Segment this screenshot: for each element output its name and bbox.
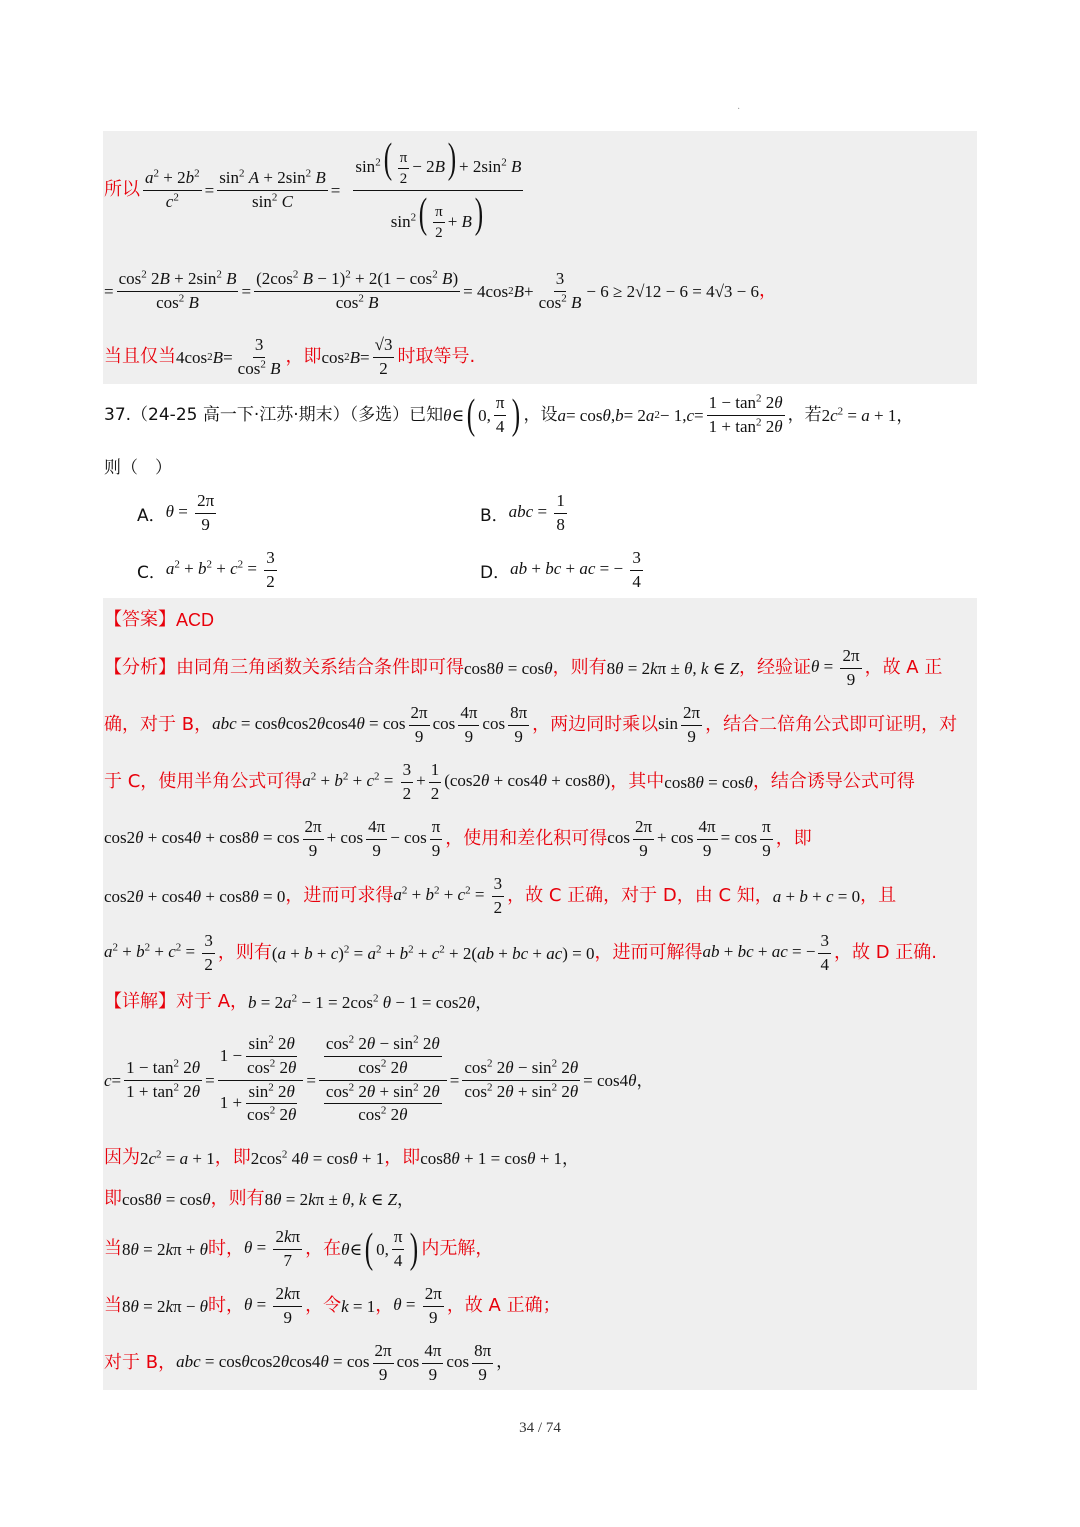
equality-note-suffix: 时取等号. xyxy=(397,346,476,367)
choice-a[interactable]: A． θ = $\frac{2\pi}{9}$ xyxy=(137,490,215,534)
analysis-text-1b: ，则有 xyxy=(552,657,607,678)
question-if-text: ，若 xyxy=(787,404,822,425)
detail-text-1a: 对于 A， xyxy=(176,991,249,1012)
analysis-text-3b: ，其中 xyxy=(610,771,665,792)
page-number: 34 / 74 xyxy=(519,1420,561,1436)
detail-shi-1: 时， xyxy=(208,1238,245,1259)
question-set-text: ，设 xyxy=(523,404,558,425)
formula-ratio: $\frac{a^2 + 2b^2}{c^2}$ = $\frac{\sin^2 A + 2\sin^2 B}{\sin^2 C}$ = $\sin^2$( $\frac{\pi}{2}$ − $2B) + 2\sin^2$ B $\sin^2$( $\frac{\pi}{2}$ + B) xyxy=(145,136,522,242)
equality-note-prefix: 当且仅当 xyxy=(104,346,176,367)
detail-ji-1: ，即 xyxy=(214,1147,251,1168)
analysis-text-6b: ，进而可解得 xyxy=(594,942,703,963)
header-mark: · xyxy=(737,104,741,115)
analysis-line-4: cos2θ + cos4θ + cos8θ = cos $\frac{2\pi}{9}$ + cos $\frac{4\pi}{9}$ − cos $\frac{\pi}{9}$ ，使用和差化积可得 cos $\frac{2\pi}{9}$ + cos $\frac{4\pi}{9}$ = cos $\frac{\pi}{9}$ ，即 xyxy=(104,816,812,860)
choice-d[interactable]: D． ab + bc + ac = − $\frac{3}{4}$ xyxy=(480,547,641,591)
question-then: 则（ ） xyxy=(104,458,172,478)
equality-note-mid: ，即 xyxy=(285,346,322,367)
choice-d-letter: D． xyxy=(480,562,511,583)
detail-dang-2: 当 xyxy=(104,1295,122,1316)
question-number: 37. xyxy=(104,404,132,425)
solution-line-2 xyxy=(104,262,777,320)
analysis-text-5c: ，且 xyxy=(860,885,897,906)
analysis-text-4a: ，使用和差化积可得 xyxy=(445,828,608,849)
detail-line-2: c = $\frac{1 - \tan^2 2\theta}{1 + \tan^2 2\theta}$ = 1 − $\frac{\sin^2 2\theta}{\cos^2 2\theta}$ 1 + $\frac{\sin^2 2\theta}{\cos^2 2\theta}$ = $\frac{\frac{\cos^2 2\theta - \sin^2 2\theta}{\cos^2 2\theta}}{\frac{\cos^2 2\theta + \sin^2 2\theta}{\cos^2 2\theta}}$ = $\frac{\cos^2 2\theta - \sin^2 2\theta}{\cos^2 2\theta + \sin^2 2\theta}$ = cos4 θ ， xyxy=(104,1033,654,1125)
analysis-text-6a: ，则有 xyxy=(217,942,272,963)
question-source: （24-25 高一下·江苏·期末）（多选）已知 xyxy=(131,404,444,425)
detail-duiB: 对于 B， xyxy=(104,1352,177,1373)
equality-formula-2: cos 2 B = $\frac{√3}{2}$ xyxy=(321,334,393,378)
analysis-text-1c: ，经验证 xyxy=(739,657,812,678)
solution-line-3 xyxy=(104,334,475,380)
comma: ， xyxy=(759,280,777,301)
analysis-text-5a: ，进而可求得 xyxy=(285,885,394,906)
choice-c-letter: C． xyxy=(137,562,166,583)
analysis-line-5: cos2θ + cos4θ + cos8θ = 0 ，进而可求得 $a^2 + b^2 + c^2$ = $\frac{3}{2}$ ，故 C 正确，对于 D，由 C 知， a + b + c = 0 ，且 xyxy=(104,873,897,917)
solution-line-1 xyxy=(104,136,536,242)
answer-value: ACD xyxy=(176,610,215,630)
analysis-text-2b: ，两边同时乘以 xyxy=(532,714,659,735)
analysis-line-3: 于 C，使用半角公式可得 $a^2 + b^2 + c^2$ = $\frac{3}{2}$ + $\frac{1}{2}$ (cos2θ + cos4θ + cos8θ) ，其中 cos8θ = cosθ ，结合诱导公式可得 xyxy=(104,759,915,803)
question-stem xyxy=(104,392,913,438)
detail-line-3: 因为 $2c^2 = a + 1$ ，即 $2\cos^2$ 4θ = cosθ + 1 ，即 cos8θ + 1 = cosθ + 1， xyxy=(104,1147,580,1168)
choice-b-letter: B． xyxy=(480,505,509,526)
detail-line-6: 当 8θ = 2kπ − θ 时， θ = $\frac{2k\pi}{9}$ ，令 k = 1 ， θ = $\frac{2\pi}{9}$ ，故 A 正确； xyxy=(104,1283,561,1327)
detail-ji-2: ，即 xyxy=(384,1147,421,1168)
analysis-line-1: 【分析】 由同角三角函数关系结合条件即可得 cos8θ = cosθ ，则有 8θ = 2kπ ± θ, k ∈ Z ，经验证 θ = $\frac{2\pi}{9}$ ，故 A 正 xyxy=(104,645,943,689)
question-definitions: a = cos θ , b = 2 a 2 − 1, c = $\frac{1 - \tan^2 2\theta}{1 + \tan^2 2\theta}$ xyxy=(557,392,783,436)
choice-c[interactable]: C． $a^2 + b^2 + c^2$ = $\frac{3}{2}$ xyxy=(137,547,275,591)
analysis-text-2a: 确，对于 B， xyxy=(104,714,213,735)
analysis-label: 【分析】 xyxy=(104,657,176,678)
detail-zai: ，在 xyxy=(305,1238,342,1259)
so-label: 所以 xyxy=(104,179,140,200)
analysis-text-2c: ，结合二倍角公式即可证明，对 xyxy=(705,714,958,735)
detail-ling: ，令 xyxy=(305,1295,342,1316)
detail-label: 【详解】 xyxy=(104,991,176,1012)
analysis-text-3a: 于 C，使用半角公式可得 xyxy=(104,771,303,792)
detail-line-1: 【详解】 对于 A， $b = 2a^2 - 1 = 2\cos^2$ θ − 1 = cos2θ， xyxy=(104,991,493,1012)
equality-formula: 4cos 2 B = $\frac{3}{\cos^2 B}$ xyxy=(176,334,281,378)
analysis-text-6c: ，故 D 正确. xyxy=(833,942,938,963)
detail-line-5: 当 8θ = 2kπ + θ 时， θ = $\frac{2k\pi}{7}$ ，在 θ ∈ ( 0, $\frac{\pi}{4}$ ) 内无解， xyxy=(104,1226,494,1272)
analysis-line-6: $a^2 + b^2 + c^2$ = $\frac{3}{2}$ ，则有 $(a + b + c)^2 = a^2 + b^2 + c^2 + 2(ab$ + bc + ac) = 0 ，进而可解得 ab + bc + ac = − $\frac{3}{4}$ ，故 D 正确. xyxy=(104,930,938,974)
detail-ji-3: 即 xyxy=(104,1188,122,1209)
detail-shi-2: 时， xyxy=(208,1295,245,1316)
analysis-text-5b: ，故 C 正确，对于 D，由 C 知， xyxy=(507,885,773,906)
analysis-text-4b: ，即 xyxy=(775,828,812,849)
analysis-text-3c: ，结合诱导公式可得 xyxy=(752,771,915,792)
detail-line-4: 即 cos8θ = cosθ ，则有 8θ = 2kπ ± θ, k ∈ Z， xyxy=(104,1188,415,1209)
formula-chain: = $\frac{\cos^2 2B + 2\sin^2 B}{\cos^2 B}$ = $\frac{(2\cos^2 B - 1)^2 + 2(1 - \cos^2 B)}{\cos^2 B}$ = 4cos 2 B + $\frac{3}{\cos^2 B}$ − 6 ≥ 2√12 − 6 = 4√3 − 6 xyxy=(104,268,759,312)
analysis-line-2: 确，对于 B， abc = cosθcos2θcos4θ = cos $\frac{2\pi}{9}$ cos $\frac{4\pi}{9}$ cos $\frac{8\pi}{9}$ ，两边同时乘以 sin $\frac{2\pi}{9}$ ，结合二倍角公式即可证明，对 xyxy=(104,702,958,746)
analysis-text-1d: ，故 A 正 xyxy=(864,657,943,678)
answer-label: 【答案】 xyxy=(104,609,176,630)
detail-because: 因为 xyxy=(104,1147,140,1168)
question-condition: $2c^2 = a + 1$， xyxy=(821,404,914,425)
choice-b[interactable]: B． abc = $\frac{1}{8}$ xyxy=(480,490,565,534)
analysis-text-1a: 由同角三角函数关系结合条件即可得 xyxy=(176,657,464,678)
detail-guA: ，故 A 正确； xyxy=(446,1295,561,1316)
answer-line xyxy=(104,608,214,632)
detail-wujie: 内无解， xyxy=(421,1238,494,1259)
detail-line-7: 对于 B， abc = cosθcos2θcos4θ = cos $\frac{2\pi}{9}$ cos $\frac{4\pi}{9}$ cos $\frac{8\pi}{9}$ ， xyxy=(104,1340,514,1384)
detail-dang-1: 当 xyxy=(104,1238,122,1259)
detail-zeyou: ，则有 xyxy=(210,1188,265,1209)
choice-a-letter: A． xyxy=(137,505,166,526)
theta-range: θ ∈ ( 0, $\frac{\pi}{4}$ ) xyxy=(443,392,521,438)
